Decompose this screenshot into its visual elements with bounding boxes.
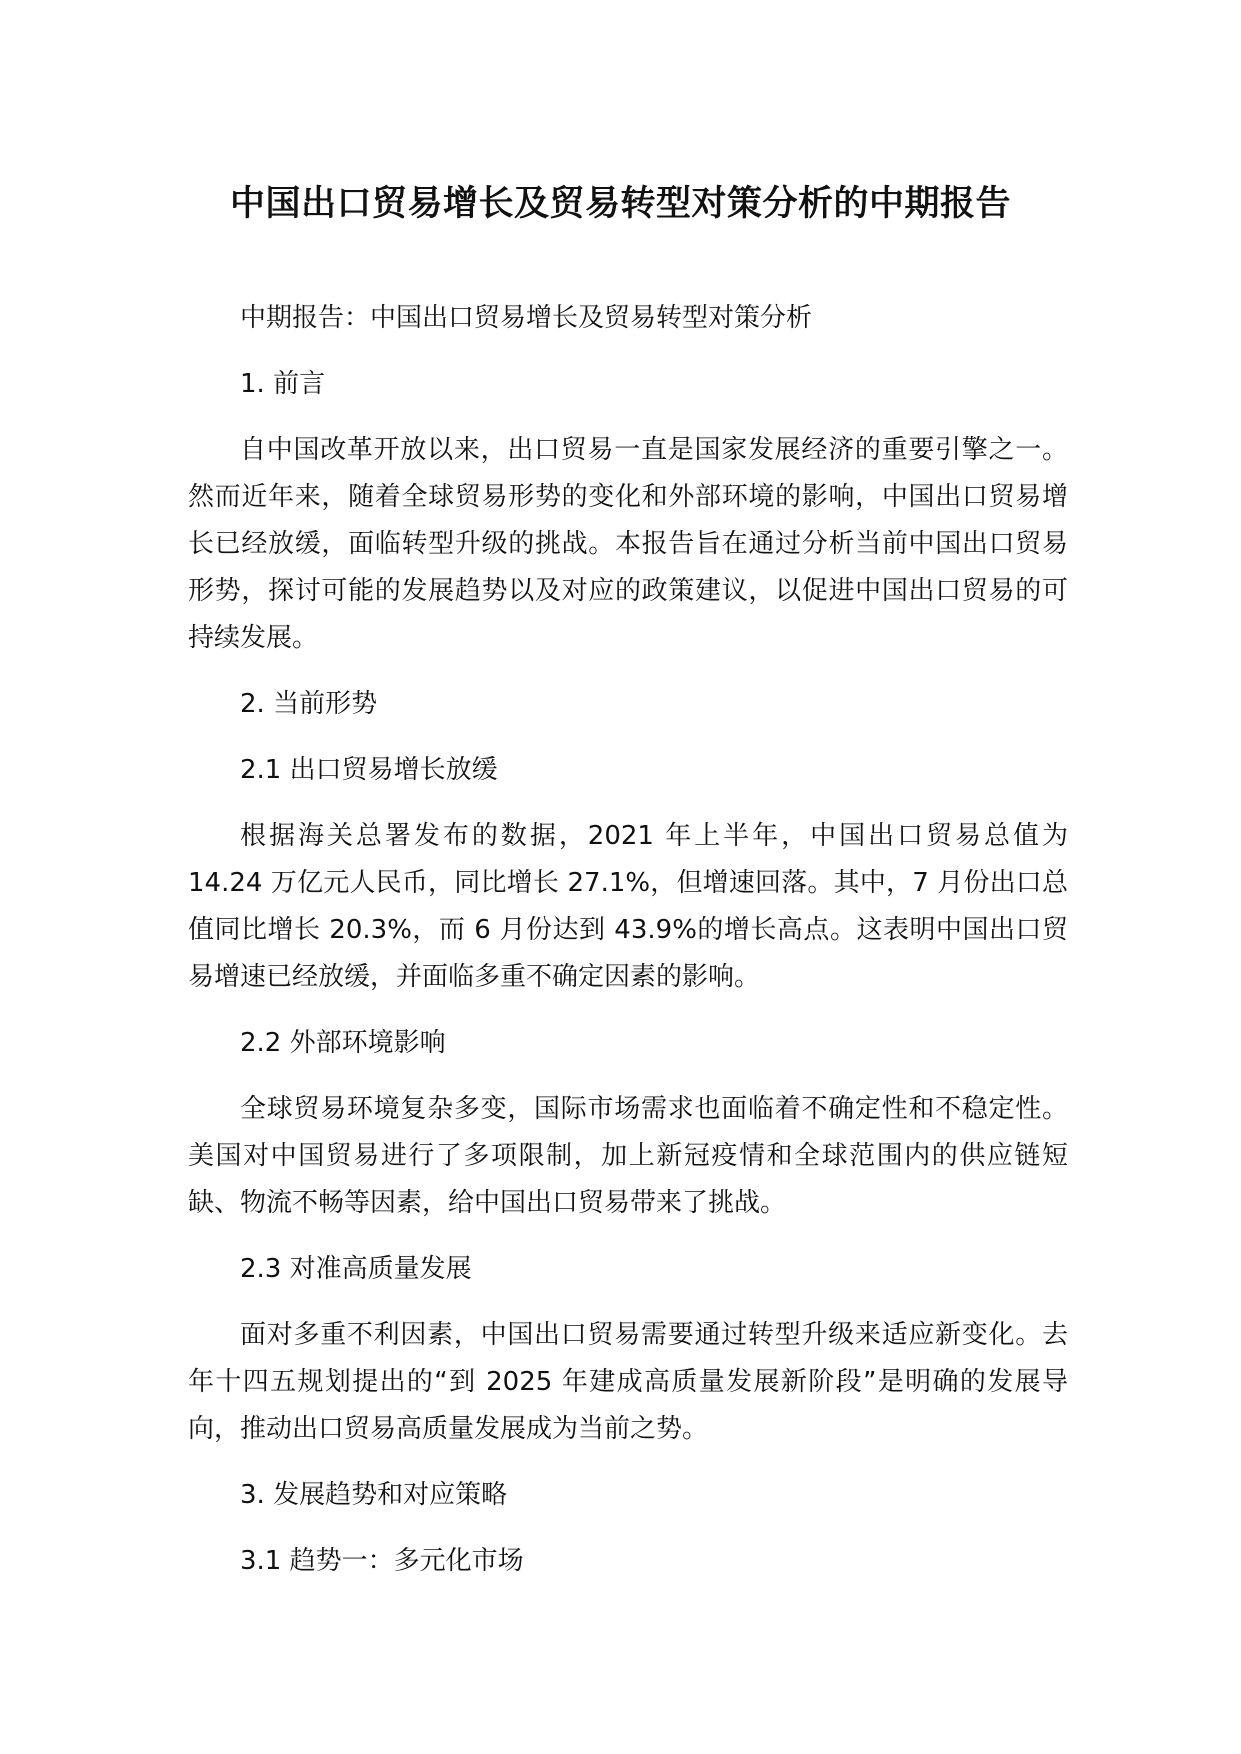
subsection-heading-3-1: 3.1 趋势一：多元化市场 xyxy=(240,1546,524,1576)
paragraph-introduction: 自中国改革开放以来，出口贸易一直是国家发展经济的重要引擎之一。然而近年来，随着全球贸易形势的变化和外部环境的影响，中国出口贸易增长已经放缓，面临转型升级的挑战。本报告旨在通过分析当前中国出口贸易形势，探讨可能的发展趋势以及对应的政策建议，以促进中国出口贸易的可持续发展。 xyxy=(188,435,1068,653)
paragraph-2-3: 面对多重不利因素，中国出口贸易需要通过转型升级来适应新变化。去年十四五规划提出的“到 2025 年建成高质量发展新阶段”是明确的发展导向，推动出口贸易高质量发展成为当前之势。 xyxy=(188,1320,1068,1444)
paragraph-2-1: 根据海关总署发布的数据，2021 年上半年，中国出口贸易总值为 14.24 万亿元人民币，同比增长 27.1%，但增速回落。其中，7 月份出口总值同比增长 20.3%，而 6 月份达到 43.9%的增长高点。这表明中国出口贸易增速已经放缓，并面临多重不确定因素的影响。 xyxy=(188,821,1068,992)
report-subtitle: 中期报告：中国出口贸易增长及贸易转型对策分析 xyxy=(240,303,813,333)
section-heading-2: 2. 当前形势 xyxy=(240,689,378,719)
section-heading-3: 3. 发展趋势和对应策略 xyxy=(240,1480,508,1510)
subsection-heading-2-3: 2.3 对准高质量发展 xyxy=(240,1254,472,1284)
document-title: 中国出口贸易增长及贸易转型对策分析的中期报告 xyxy=(229,184,1011,224)
subsection-heading-2-1: 2.1 出口贸易增长放缓 xyxy=(240,755,498,785)
subsection-heading-2-2: 2.2 外部环境影响 xyxy=(240,1028,446,1058)
section-heading-1: 1. 前言 xyxy=(240,369,326,399)
paragraph-2-2: 全球贸易环境复杂多变，国际市场需求也面临着不确定性和不稳定性。美国对中国贸易进行了多项限制，加上新冠疫情和全球范围内的供应链短缺、物流不畅等因素，给中国出口贸易带来了挑战。 xyxy=(188,1094,1068,1218)
document-body xyxy=(188,295,1068,1604)
